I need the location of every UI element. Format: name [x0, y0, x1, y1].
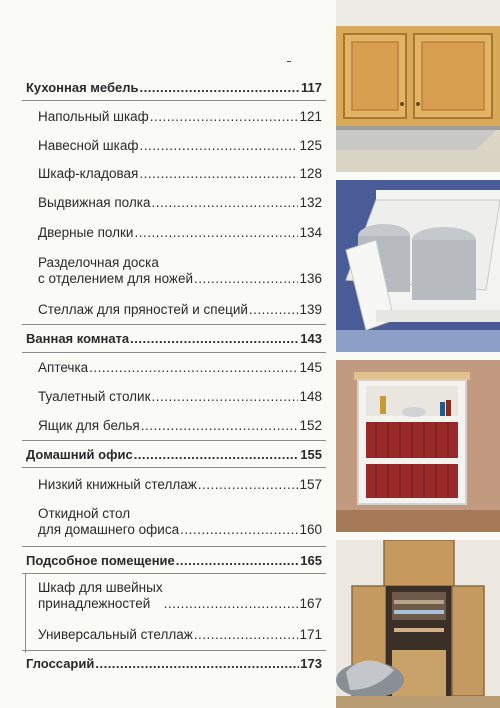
- divider: [22, 546, 326, 547]
- toc-entry[interactable]: Откидной стол для домашнего офиса ..... 160: [38, 506, 322, 538]
- toc-section-utility-room[interactable]: Подсобное помещение ..... 165: [26, 553, 322, 569]
- toc-entry[interactable]: Туалетный столик ..... 148: [38, 389, 322, 405]
- kitchen-cabinet-photo: [336, 0, 500, 172]
- photo-column: [336, 0, 500, 708]
- sewing-cabinet-illustration: [336, 540, 500, 708]
- divider: [22, 352, 326, 353]
- toc-section-home-office[interactable]: Домашний офис ..... 155: [26, 447, 322, 463]
- bookshelf-illustration: [336, 360, 500, 532]
- sewing-cabinet-photo: [336, 540, 500, 708]
- divider: [22, 650, 326, 651]
- toc-section-bathroom[interactable]: Ванная комната ..... 143: [26, 331, 322, 347]
- kitchen-cabinet-illustration: [336, 0, 500, 172]
- toc-entry[interactable]: Разделочная доска с отделением для ножей ..... 136: [38, 255, 322, 287]
- toc-section-glossary[interactable]: Глоссарий ..... 173: [26, 656, 322, 672]
- toc-entry[interactable]: Универсальный стеллаж ..... 171: [38, 627, 322, 643]
- divider: [22, 467, 326, 468]
- divider: [25, 573, 26, 653]
- toc-entry[interactable]: Дверные полки ..... 134: [38, 225, 322, 241]
- divider: [22, 100, 326, 101]
- toc-entry[interactable]: Низкий книжный стеллаж ..... 157: [38, 477, 322, 493]
- divider: [22, 324, 326, 325]
- toc-section-kitchen[interactable]: [26, 80, 322, 96]
- toc-title: Кухонная мебель: [26, 80, 139, 95]
- toc-entry[interactable]: Аптечка ..... 145: [38, 360, 322, 376]
- toc-entry[interactable]: Ящик для белья ..... 152: [38, 418, 322, 434]
- toc-entry[interactable]: Стеллаж для пряностей и специй ..... 139: [38, 302, 322, 318]
- divider: [22, 573, 326, 574]
- pull-out-bin-illustration: [336, 180, 500, 352]
- toc-page: 117: [301, 80, 322, 95]
- toc-entry[interactable]: Навесной шкаф ..... 125: [38, 138, 322, 154]
- toc-entry[interactable]: Выдвижная полка ..... 132: [38, 195, 322, 211]
- pull-out-bin-photo: [336, 180, 500, 352]
- decorative-mark: [287, 61, 291, 62]
- toc-entry[interactable]: Шкаф для швейных принадлежностей ..... 167: [38, 580, 322, 612]
- toc-entry[interactable]: Напольный шкаф ..... 121: [38, 109, 322, 125]
- toc-entry[interactable]: Шкаф-кладовая ..... 128: [38, 166, 322, 182]
- divider: [22, 440, 326, 441]
- bookshelf-photo: [336, 360, 500, 532]
